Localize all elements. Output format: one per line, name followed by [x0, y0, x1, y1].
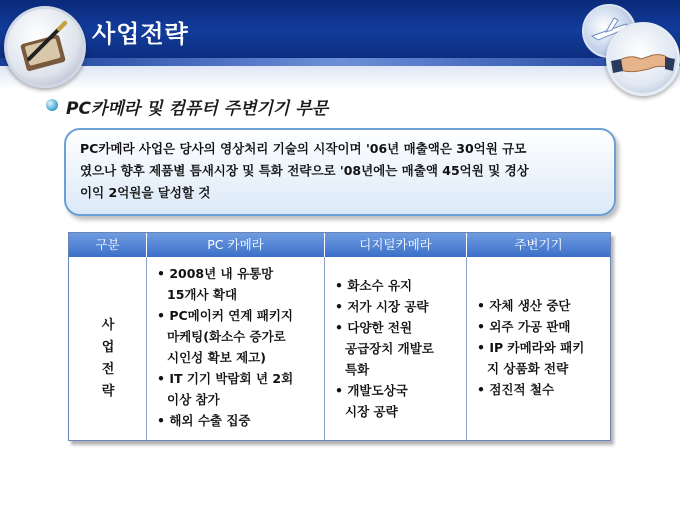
list-item: • 점진적 철수: [473, 379, 606, 400]
section-heading: PC카메라 및 컴퓨터 주변기기 부문: [66, 99, 329, 119]
list-item: • 다양한 전원 공급장치 개발로 특화: [331, 317, 463, 380]
list-item: • 외주 가공 판매: [473, 316, 606, 337]
pc-camera-list: [153, 263, 321, 431]
row-label-char: 략: [101, 384, 115, 399]
list-item: • 자체 생산 중단: [473, 295, 606, 316]
summary-line: PC카메라 사업은 당사의 영상처리 기술의 시작이며 '06년 매출액은 30억원 규모: [80, 141, 527, 156]
digital-camera-cell: [325, 257, 467, 440]
header-pc-camera: PC 카메라: [147, 233, 325, 257]
list-item: • 2008년 내 유통망 15개사 확대: [153, 263, 321, 305]
list-item: • 저가 시장 공략: [331, 296, 463, 317]
header-band: [0, 58, 680, 66]
list-item: • 해외 수출 집중: [153, 410, 321, 431]
row-label-char: 전: [101, 362, 115, 377]
list-item: • PC메이커 연계 패키지 마케팅(화소수 증가로 시인성 확보 제고): [153, 305, 321, 368]
summary-text: [80, 138, 606, 204]
row-label-char: 사: [101, 318, 115, 333]
summary-line: 였으나 향후 제품별 틈새시장 및 특화 전략으로 '08년에는 매출액 45억원 및 경상: [80, 163, 529, 178]
handshake-icon: [606, 22, 680, 96]
bullet-icon: [46, 99, 58, 111]
digital-camera-list: [331, 275, 463, 422]
header-peripherals: 주변기기: [467, 233, 610, 257]
list-item: • IT 기기 박람회 년 2회 이상 참가: [153, 368, 321, 410]
summary-line: 이익 2억원을 달성할 것: [80, 185, 211, 200]
header-fade: [0, 66, 680, 90]
pen-signing-icon: [4, 6, 86, 88]
row-label-cell: [69, 257, 147, 440]
row-label-char: 업: [101, 340, 115, 355]
summary-box: [64, 128, 616, 216]
strategy-table: [68, 232, 611, 441]
peripherals-cell: [467, 257, 610, 440]
list-item: • 화소수 유지: [331, 275, 463, 296]
list-item: • 개발도상국 시장 공략: [331, 380, 463, 422]
header-digital-camera: 디지털카메라: [325, 233, 467, 257]
page-title: 사업전략: [92, 20, 189, 48]
row-label: [69, 315, 147, 403]
pc-camera-cell: [147, 257, 325, 440]
peripherals-list: [473, 295, 606, 400]
header-category: 구분: [69, 233, 147, 257]
list-item: • IP 카메라와 패키 지 상품화 전략: [473, 337, 606, 379]
